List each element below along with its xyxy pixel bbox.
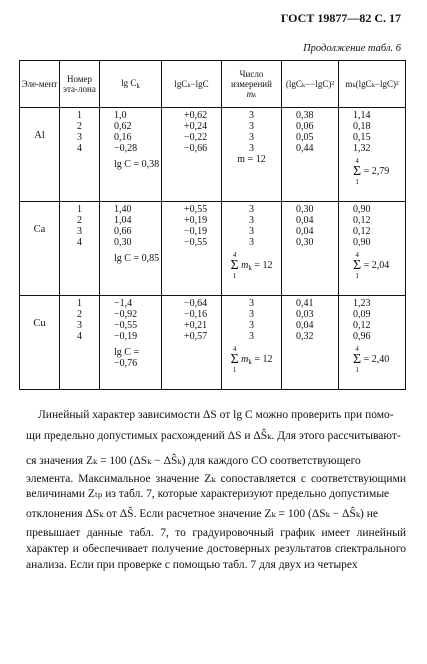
paragraph-line: элемента. Максимальное значение Zₖ сопоставляется с соответствующими величинами Zₜₚ из табл. 7, которые характеризуют предельно допустимые bbox=[26, 473, 406, 500]
wt-cell: 1,14 0,18 0,15 1,32 4 Σ 1 = 2,79 bbox=[339, 108, 406, 202]
paragraph-line: щи предельно допустимых расхождений ΔS и ΔŜₖ. Для этого рассчитывают- bbox=[26, 430, 401, 442]
paragraph-line: Линейный характер зависимости ΔS от lg C можно проверить при помо- bbox=[38, 409, 394, 421]
paragraph-line: ся значения Zₖ = 100 (ΔSₖ − ΔŜₖ) для каждого СО соответствующего bbox=[26, 455, 361, 467]
sum-symbol: 4 Σ 1 bbox=[230, 251, 239, 280]
data-table bbox=[19, 60, 406, 390]
sum-symbol: 4 Σ 1 bbox=[353, 345, 362, 374]
element-cell: Ca bbox=[20, 202, 60, 296]
page-header: ГОСТ 19877—82 С. 17 bbox=[280, 11, 401, 25]
col-header-count: Число измерений mₖ bbox=[222, 61, 282, 108]
sum-symbol: 4 Σ 1 bbox=[230, 345, 239, 374]
wt-cell: 1,23 0,09 0,12 0,96 4 Σ 1 = 2,40 bbox=[339, 296, 406, 390]
sq-cell: 0,30 0,04 0,04 0,30 bbox=[282, 202, 339, 296]
table-row bbox=[20, 296, 406, 390]
col-header-lg: $\lg C_k$ bbox=[100, 61, 162, 108]
num-cell: 1 2 3 4 bbox=[60, 202, 100, 296]
num-cell: 1 2 3 4 bbox=[60, 296, 100, 390]
count-cell: 3 3 3 3 4 Σ 1 $m_k = 12$ bbox=[222, 296, 282, 390]
count-cell: 3 3 3 3 m = 12 bbox=[222, 108, 282, 202]
num-cell: 1 2 3 4 bbox=[60, 108, 100, 202]
col-header-element: Эле-мент bbox=[20, 61, 60, 108]
diff-cell: +0,62 +0,24 −0,22 −0,66 bbox=[162, 108, 222, 202]
col-header-diff: lgCₖ−lgC bbox=[162, 61, 222, 108]
sum-symbol: 4 Σ 1 bbox=[353, 251, 362, 280]
lg-cell: −1,4 −0,92 −0,55 −0,19 lg C = −0,76 bbox=[100, 296, 162, 390]
table-row bbox=[20, 108, 406, 202]
sq-cell: 0,41 0,03 0,04 0,32 bbox=[282, 296, 339, 390]
diff-cell: +0,55 +0,19 −0,19 −0,55 bbox=[162, 202, 222, 296]
count-cell: 3 3 3 3 4 Σ 1 $m_k = 12$ bbox=[222, 202, 282, 296]
sum-symbol: 4 Σ 1 bbox=[353, 157, 362, 186]
table-row bbox=[20, 202, 406, 296]
wt-cell: 0,90 0,12 0,12 0,90 4 Σ 1 = 2,04 bbox=[339, 202, 406, 296]
element-cell: Cu bbox=[20, 296, 60, 390]
table-continuation-label: Продолжение табл. 6 bbox=[303, 43, 401, 54]
diff-cell: −0,64 −0,16 +0,21 +0,57 bbox=[162, 296, 222, 390]
paragraph-line: отклонения ΔSₖ от ΔŜ. Если расчетное значение Zₖ = 100 (ΔSₖ − ΔŜₖ) не bbox=[26, 508, 378, 520]
body-text bbox=[26, 405, 406, 573]
col-header-sq: (lgCₖ−−lgC)² bbox=[282, 61, 339, 108]
element-cell: Al bbox=[20, 108, 60, 202]
sq-cell: 0,38 0,06 0,05 0,44 bbox=[282, 108, 339, 202]
col-header-standard: Номер эта-лона bbox=[60, 61, 100, 108]
col-header-weighted: mₖ(lgCₖ−lgC)² bbox=[339, 61, 406, 108]
lg-cell: 1,0 0,62 0,16 −0,28 lg C = 0,38 bbox=[100, 108, 162, 202]
paragraph-line: превышает данные табл. 7, то градуировочный график имеет линейный характер и обеспечивает получение достоверных результатов спектрального анализа. Если при проверке с помощью табл. 7 для двух из четырех bbox=[26, 527, 406, 571]
lg-cell: 1,40 1,04 0,66 0,30 lg C = 0,85 bbox=[100, 202, 162, 296]
